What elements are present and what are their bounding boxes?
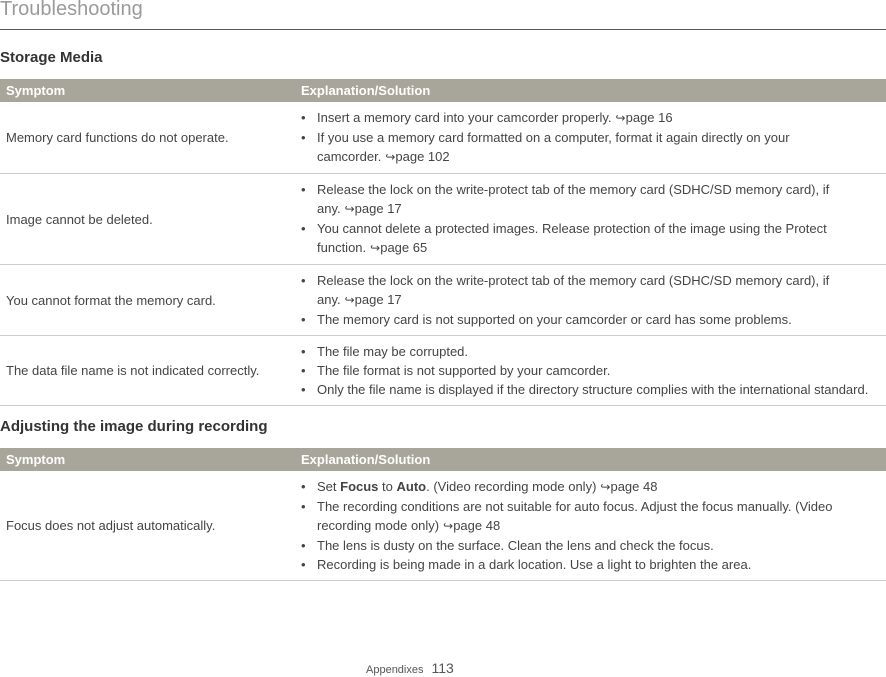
symptom-cell: Memory card functions do not operate.	[0, 102, 295, 174]
solution-item: • The lens is dusty on the surface. Clean the lens and check the focus.	[301, 536, 878, 555]
solution-list	[301, 477, 878, 574]
table-row	[0, 174, 886, 265]
solution-item: • Release the lock on the write-protect tab of the memory card (SDHC/SD memory card), if any. ↪page 17	[301, 271, 878, 310]
page-ref-link: page 48	[610, 479, 658, 494]
solution-cell	[295, 336, 886, 406]
table-row	[0, 471, 886, 581]
footer-section-label: Appendixes	[366, 664, 424, 676]
solution-item: • The recording conditions are not suitable for auto focus. Adjust the focus manually. (Video recording mode only) ↪page 48	[301, 497, 878, 536]
solution-item: • Recording is being made in a dark location. Use a light to brighten the area.	[301, 555, 878, 574]
solution-item: • Release the lock on the write-protect tab of the memory card (SDHC/SD memory card), if any. ↪page 17	[301, 180, 878, 219]
arrow-page-ref-icon: ↪	[344, 293, 355, 307]
symptom-cell: You cannot format the memory card.	[0, 265, 295, 336]
arrow-page-ref-icon: ↪	[443, 519, 454, 533]
page-ref-link: page 48	[453, 518, 501, 533]
page-ref-link: page 65	[380, 240, 428, 255]
storage-media-table	[0, 79, 886, 406]
solution-cell	[295, 174, 886, 265]
page-ref-link: page 102	[395, 149, 450, 164]
adjusting-image-table	[0, 448, 886, 581]
arrow-page-ref-icon: ↪	[600, 480, 611, 494]
arrow-page-ref-icon: ↪	[370, 241, 381, 255]
solution-item: • You cannot delete a protected images. Release protection of the image using the Protect function. ↪page 65	[301, 219, 878, 258]
solution-cell	[295, 471, 886, 581]
solution-list	[301, 342, 878, 399]
solution-item: • If you use a memory card formatted on a computer, format it again directly on your camcorder. ↪page 102	[301, 128, 878, 167]
page-number: 113	[431, 660, 454, 676]
solution-item: • Only the file name is displayed if the directory structure complies with the international standard.	[301, 380, 878, 399]
solution-cell	[295, 102, 886, 174]
column-header-symptom: Symptom	[0, 79, 295, 102]
page-ref-link: page 16	[625, 110, 673, 125]
solution-item: • Set Focus to Auto. (Video recording mode only) ↪page 48	[301, 477, 878, 497]
solution-item: • The file may be corrupted.	[301, 342, 878, 361]
symptom-cell: The data file name is not indicated correctly.	[0, 336, 295, 406]
column-header-symptom: Symptom	[0, 448, 295, 471]
table-header-row	[0, 448, 886, 471]
page-footer	[366, 660, 454, 676]
symptom-cell: Image cannot be deleted.	[0, 174, 295, 265]
table-row	[0, 336, 886, 406]
page-ref-link: page 17	[354, 292, 402, 307]
arrow-page-ref-icon: ↪	[385, 150, 396, 164]
solution-list	[301, 108, 878, 167]
arrow-page-ref-icon: ↪	[615, 111, 626, 125]
section-heading-adjusting-image: Adjusting the image during recording	[0, 418, 268, 435]
solution-item: • The file format is not supported by your camcorder.	[301, 361, 878, 380]
section-heading-storage-media: Storage Media	[0, 49, 103, 66]
column-header-solution: Explanation/Solution	[295, 79, 886, 102]
solution-cell	[295, 265, 886, 336]
column-header-solution: Explanation/Solution	[295, 448, 886, 471]
table-row	[0, 102, 886, 174]
solution-list	[301, 271, 878, 329]
title-divider	[0, 29, 886, 30]
symptom-cell: Focus does not adjust automatically.	[0, 471, 295, 581]
table-header-row	[0, 79, 886, 102]
page-ref-link: page 17	[354, 201, 402, 216]
page-title: Troubleshooting	[0, 0, 143, 20]
solution-item: • Insert a memory card into your camcorder properly. ↪page 16	[301, 108, 878, 128]
table-row	[0, 265, 886, 336]
solution-item: • The memory card is not supported on your camcorder or card has some problems.	[301, 310, 878, 329]
solution-list	[301, 180, 878, 258]
arrow-page-ref-icon: ↪	[344, 202, 355, 216]
